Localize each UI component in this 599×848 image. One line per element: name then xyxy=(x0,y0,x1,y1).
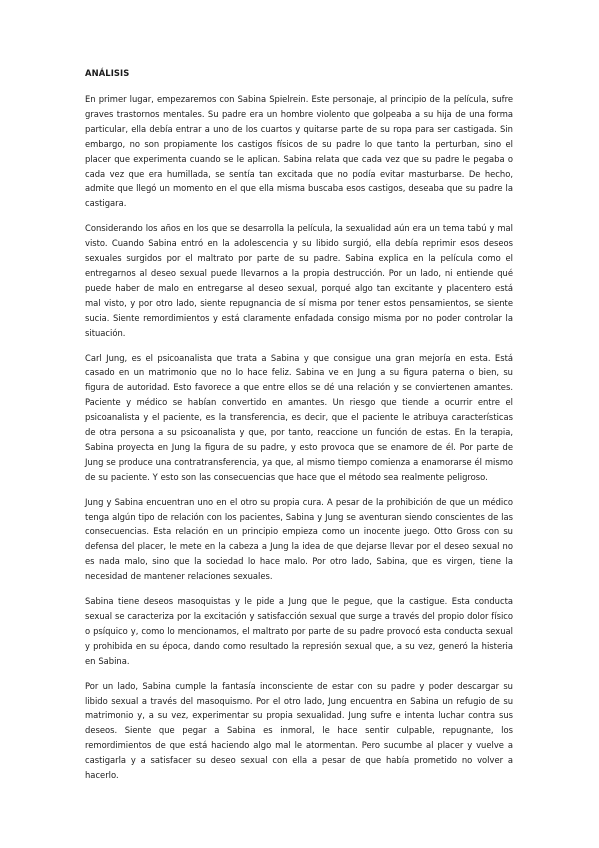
paragraph-6: Por un lado, Sabina cumple la fantasía inconsciente de estar con su padre y poder descargar su libido sexual a través del masoquismo. Por el otro lado, Jung encuentra en Sabina un refugio de su matrimonio y, a su vez, experimentar su propia sexualidad. Jung sufre e intenta luchar contra sus deseos. Siente que pegar a Sabina es inmoral, le hace sentir culpable, repugnante, los remordimientos de que está haciendo algo mal le atormentan. Pero sucumbe al placer y vuelve a castigarla y a satisfacer su deseo sexual con ella a pesar de que había prometido no volver a hacerlo. xyxy=(85,680,513,781)
paragraph-1: En primer lugar, empezaremos con Sabina Spielrein. Este personaje, al principio de la película, sufre graves trastornos mentales. Su padre era un hombre violento que golpeaba a su hija de una forma particular, ella debía entrar a uno de los cuartos y quitarse parte de su ropa para ser castigada. Sin embargo, no son propiamente los castigos físicos de su padre lo que tanto la perturban, sino el placer que experimenta cuando se le aplican. Sabina relata que cada vez que su padre le pegaba o cada vez que era humillada, se sentía tan excitada que no podía evitar masturbarse. De hecho, admite que llegó un momento en el que ella misma buscaba esos castigos, deseaba que su padre la castigara. xyxy=(85,94,513,209)
paragraph-5: Sabina tiene deseos masoquistas y le pide a Jung que le pegue, que la castigue. Esta conducta sexual se caracteriza por la excitación y satisfacción sexual que surge a través del propio dolor físico o psíquico y, como lo mencionamos, el maltrato por parte de su padre provocó esta conducta sexual y prohibida en su época, dando como resultado la represión sexual que, a su vez, generó la histeria en Sabina. xyxy=(85,596,513,666)
paragraph-3: Carl Jung, es el psicoanalista que trata a Sabina y que consigue una gran mejoría en esta. Está casado en un matrimonio que no lo hace feliz. Sabina ve en Jung a su figura paterna o bien, su figura de autoridad. Esto favorece a que entre ellos se dé una relación y se conviertenen amantes. Paciente y médico se habían convertido en amantes. Un riesgo que tiende a ocurrir entre el psicoanalista y el paciente, es la transferencia, es decir, que el paciente le atribuya características de otra persona a su psicoanalista y que, por tanto, reaccione un función de estas. En la terapia, Sabina proyecta en Jung la figura de su padre, y esto provoca que se enamore de él. Por parte de Jung se produce una contratransferencia, ya que, al mismo tiempo comienza a enamorarse él mismo de su paciente. Y esto son las consecuencias que hace que el método sea realmente peligroso. xyxy=(85,352,513,482)
paragraph-4: Jung y Sabina encuentran uno en el otro su propia cura. A pesar de la prohibición de que un médico tenga algún tipo de relación con los pacientes, Sabina y Jung se aventuran siendo conscientes de las consecuencias. Esta relación en un principio empieza como un inocente juego. Otto Gross con su defensa del placer, le mete en la cabeza a Jung la idea de que dejarse llevar por el deseo sexual no es nada malo, sino que la sociedad lo hace malo. Por otro lado, Sabina, que es virgen, tiene la necesidad de mantener relaciones sexuales. xyxy=(85,496,513,582)
paragraph-2: Considerando los años en los que se desarrolla la película, la sexualidad aún era un tema tabú y mal visto. Cuando Sabina entró en la adolescencia y su libido surgió, ella debía reprimir esos deseos sexuales surgidos por el maltrato por parte de su padre. Sabina explica en la película como el entregarnos al deseo sexual puede llevarnos a la propia destrucción. Por un lado, ni entiende qué puede haber de malo en entregarse al deseo sexual, porqué algo tan excitante y placentero está mal visto, y por otro lado, siente repugnancia de sí misma por tener estos pensamientos, se siente sucia. Siente remordimientos y está claramente enfadada consigo misma por no poder controlar la situación. xyxy=(85,223,513,338)
section-heading: ANÁLISIS xyxy=(85,68,130,78)
document-body xyxy=(85,68,513,793)
